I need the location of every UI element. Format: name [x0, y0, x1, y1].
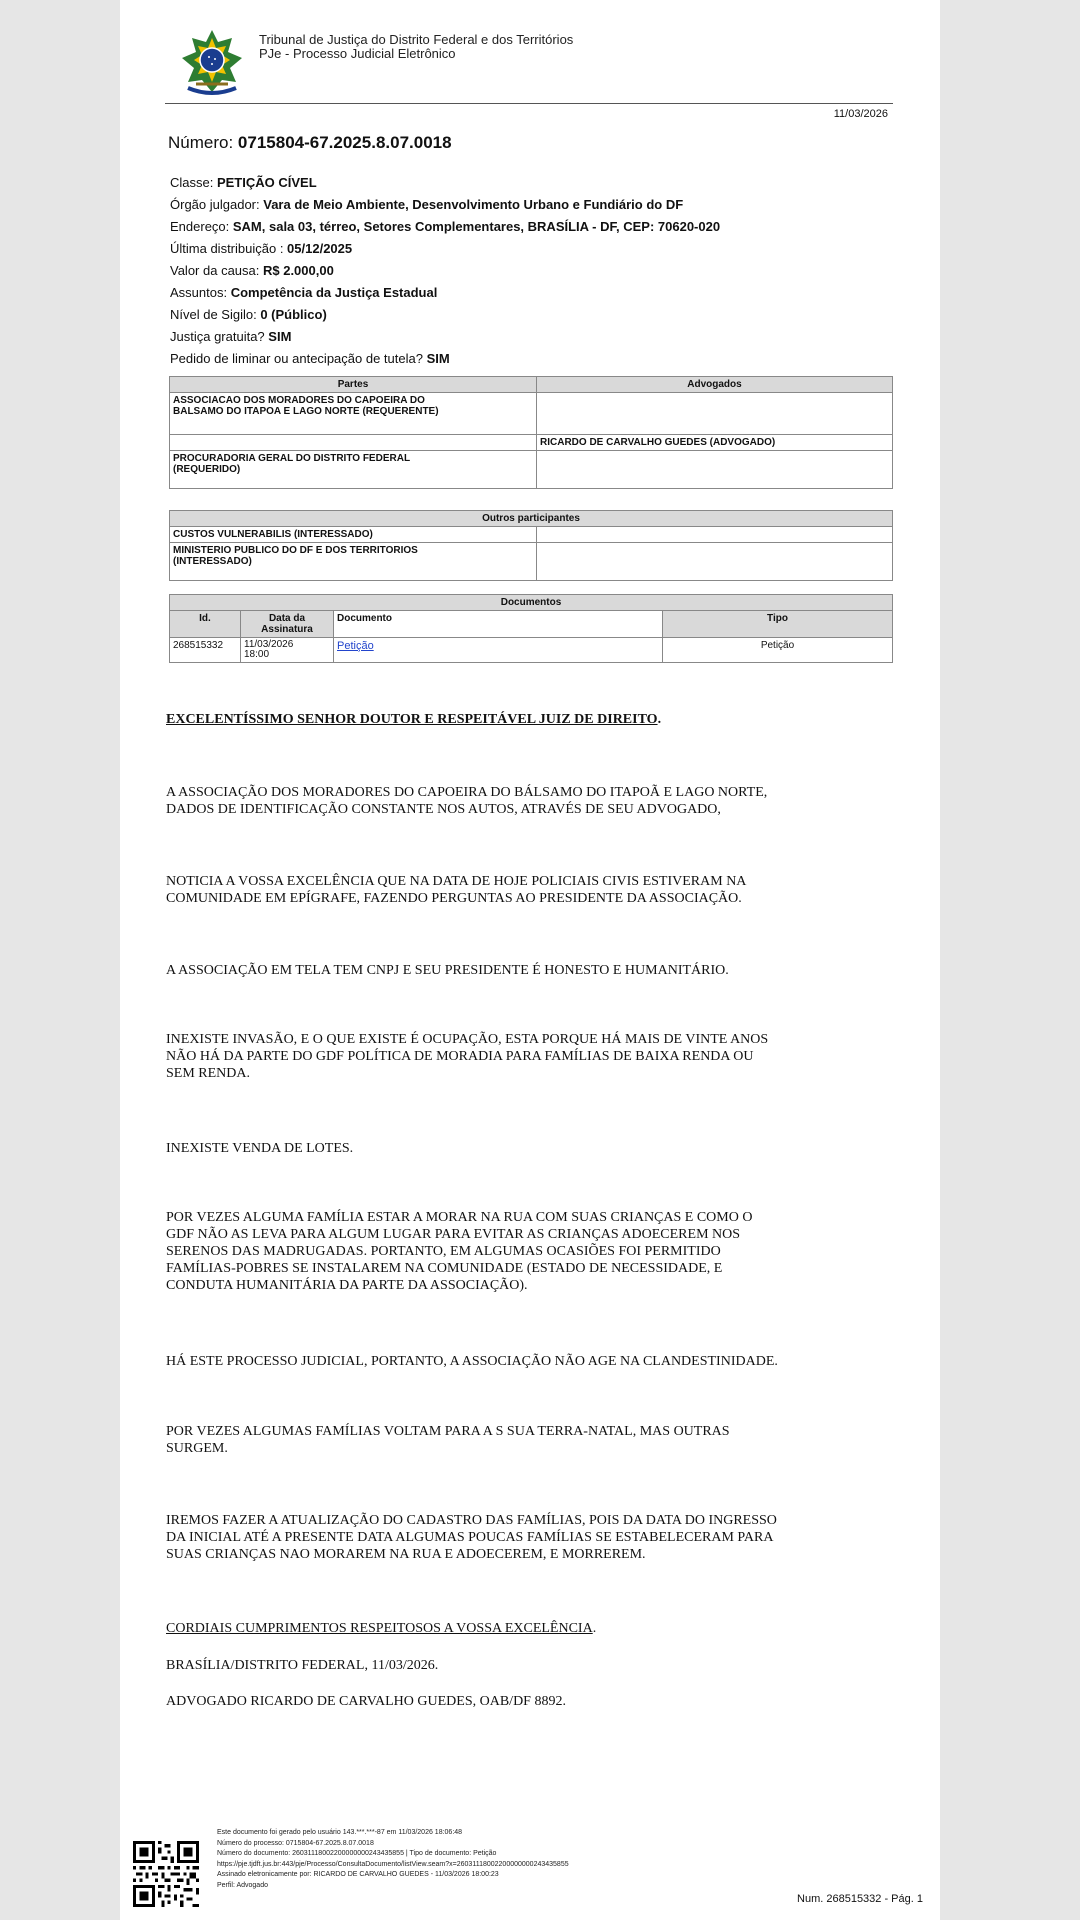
parties-table — [169, 376, 893, 489]
doc-date: 11/03/2026 18:00 — [241, 638, 334, 663]
system-name: PJe - Processo Judicial Eletrônico — [259, 46, 456, 61]
paragraph-6: POR VEZES ALGUMA FAMÍLIA ESTAR A MORAR NA RUA COM SUAS CRIANÇAS E COMO O GDF NÃO AS LEVA PARA ALGUM LUGAR PARA EVITAR AS CRIANÇAS ADOECEREM NOS SERENOS DAS MADRUGADAS. PORTANTO, EM ALGUMAS OCASIÕES FOI PERMITIDO FAMÍLIAS-POBRES SE INSTALAREM NA COMUNIDADE (ESTADO DE NECESSIDADE, E CONDUTA HUMANITÁRIA DA PARTE DA ASSOCIAÇÃO). — [166, 1210, 753, 1293]
documents-table — [169, 594, 893, 663]
process-number-label: Número: — [168, 133, 234, 152]
document-page — [120, 0, 940, 1920]
col-document: Documento — [334, 611, 663, 638]
court-name: Tribunal de Justiça do Distrito Federal e dos Territórios — [259, 32, 574, 47]
documents-header: Documentos — [170, 595, 893, 611]
meta-orgao: Órgão julgador: Vara de Meio Ambiente, Desenvolvimento Urbano e Fundiário do DF — [170, 197, 684, 212]
process-number — [168, 133, 452, 153]
doc-id: 268515332 — [170, 638, 241, 663]
paragraph-8: POR VEZES ALGUMAS FAMÍLIAS VOLTAM PARA A S SUA TERRA-NATAL, MAS OUTRAS SURGEM. — [166, 1424, 730, 1456]
paragraph-7: HÁ ESTE PROCESSO JUDICIAL, PORTANTO, A ASSOCIAÇÃO NÃO AGE NA CLANDESTINIDADE. — [166, 1354, 778, 1369]
coat-of-arms-logo — [178, 28, 246, 100]
process-number-value: 0715804-67.2025.8.07.0018 — [237, 133, 452, 152]
meta-classe: Classe: PETIÇÃO CÍVEL — [170, 175, 317, 190]
other-participants-table — [169, 510, 893, 581]
document-link[interactable]: Petição — [337, 640, 374, 652]
paragraph-5: INEXISTE VENDA DE LOTES. — [166, 1141, 354, 1156]
col-type: Tipo — [663, 611, 893, 638]
empty-cell — [537, 543, 893, 581]
meta-distribuicao: Última distribuição : 05/12/2025 — [170, 241, 353, 256]
paragraph-9: IREMOS FAZER A ATUALIZAÇÃO DO CADASTRO DAS FAMÍLIAS, POIS DA DATA DO INGRESSO DA INICIAL ATÉ A PRESENTE DATA ALGUMAS POUCAS FAMÍLIAS SE ESTABELECERAM PARA SUAS CRIANÇAS NAO MORAREM NA RUA E ADOECEREM, E MORREREM. — [166, 1513, 777, 1562]
paragraph-3: A ASSOCIAÇÃO EM TELA TEM CNPJ E SEU PRESIDENTE É HONESTO E HUMANITÁRIO. — [166, 963, 729, 978]
parties-header: Partes — [170, 377, 537, 393]
doc-link-cell — [334, 638, 663, 663]
meta-sigilo: Nível de Sigilo: 0 (Público) — [170, 307, 327, 322]
spacer-cell — [170, 435, 537, 451]
header-divider — [165, 103, 893, 104]
meta-valor: Valor da causa: R$ 2.000,00 — [170, 263, 334, 278]
col-id: Id. — [170, 611, 241, 638]
col-date: Data da Assinatura — [241, 611, 334, 638]
print-date: 11/03/2026 — [833, 108, 888, 120]
party-plaintiff: ASSOCIACAO DOS MORADORES DO CAPOEIRA DO BALSAMO DO ITAPOA E LAGO NORTE (REQUERENTE) — [170, 393, 537, 435]
meta-assuntos: Assuntos: Competência da Justiça Estadual — [170, 285, 438, 300]
process-metadata — [170, 172, 720, 370]
party-lawyer: RICARDO DE CARVALHO GUEDES (ADVOGADO) — [537, 435, 893, 451]
paragraph-2: NOTICIA A VOSSA EXCELÊNCIA QUE NA DATA DE HOJE POLICIAIS CIVIS ESTIVERAM NA COMUNIDADE EM EPÍGRAFE, FAZENDO PERGUNTAS AO PRESIDENTE DA ASSOCIAÇÃO. — [166, 874, 747, 906]
party-plaintiff-lawyer-empty — [537, 393, 893, 435]
place-date: BRASÍLIA/DISTRITO FEDERAL, 11/03/2026. — [166, 1658, 439, 1673]
meta-gratuita: Justiça gratuita? SIM — [170, 329, 292, 344]
page-number: Num. 268515332 - Pág. 1 — [797, 1893, 923, 1905]
salutation: EXCELENTÍSSIMO SENHOR DOUTOR E RESPEITÁVEL JUIZ DE DIREITO. — [166, 712, 662, 727]
other-participants-header: Outros participantes — [170, 511, 893, 527]
header-text — [259, 33, 573, 61]
party-defendant: PROCURADORIA GERAL DO DISTRITO FEDERAL (REQUERIDO) — [170, 451, 537, 489]
participant-mp: MINISTERIO PUBLICO DO DF E DOS TERRITORIOS (INTERESSADO) — [170, 543, 537, 581]
meta-liminar: Pedido de liminar ou antecipação de tutela? SIM — [170, 351, 450, 366]
party-defendant-lawyer-empty — [537, 451, 893, 489]
meta-endereco: Endereço: SAM, sala 03, térreo, Setores Complementares, BRASÍLIA - DF, CEP: 70620-020 — [170, 219, 721, 234]
qr-code — [133, 1841, 199, 1907]
paragraph-1: A ASSOCIAÇÃO DOS MORADORES DO CAPOEIRA DO BÁLSAMO DO ITAPOÃ E LAGO NORTE, DADOS DE IDENTIFICAÇÃO CONSTANTE NOS AUTOS, ATRAVÉS DE SEU ADVOGADO, — [166, 785, 768, 817]
participant-custos: CUSTOS VULNERABILIS (INTERESSADO) — [170, 527, 537, 543]
closing: CORDIAIS CUMPRIMENTOS RESPEITOSOS A VOSSA EXCELÊNCIA. — [166, 1621, 597, 1636]
doc-type: Petição — [663, 638, 893, 663]
paragraph-4: INEXISTE INVASÃO, E O QUE EXISTE É OCUPAÇÃO, ESTA PORQUE HÁ MAIS DE VINTE ANOS NÃO HÁ DA PARTE DO GDF POLÍTICA DE MORADIA PARA FAMÍLIAS DE BAIXA RENDA OU SEM RENDA. — [166, 1032, 769, 1081]
signature-line: ADVOGADO RICARDO DE CARVALHO GUEDES, OAB/DF 8892. — [166, 1694, 566, 1709]
empty-cell — [537, 527, 893, 543]
lawyers-header: Advogados — [537, 377, 893, 393]
footer-info: Este documento foi gerado pelo usuário 143.***.***-87 em 11/03/2026 18:06:48 Número do processo: 0715804-67.2025.8.07.0018 Número do documento: 26031118002200000000243435855 | Tipo de documento: Petição https://pje.tjdft.jus.br:443/pje/Processo/ConsultaDocumento/listView.seam?x=26031118002200000000243435855 Assinado eletronicamente por: RICARDO DE CARVALHO GUEDES - 11/03/2026 18:00:23 Perfil: Advogado — [217, 1829, 569, 1889]
